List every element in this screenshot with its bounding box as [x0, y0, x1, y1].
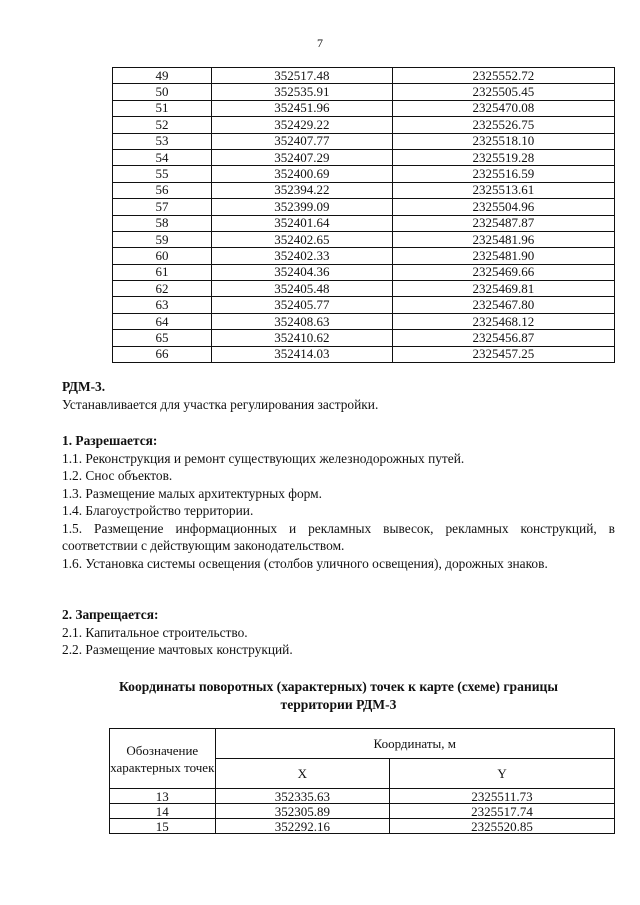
x-coordinate-cell: 352305.89 — [215, 804, 389, 819]
coordinates-table-rdm3 — [109, 728, 615, 834]
y-coordinate-cell: 2325470.08 — [392, 100, 614, 116]
point-number-cell: 15 — [110, 819, 216, 834]
x-coordinate-cell: 352405.48 — [212, 281, 393, 297]
x-coordinate-cell: 352451.96 — [212, 100, 393, 116]
header-point-designation: Обозначение характерных точек — [110, 729, 216, 789]
table-row — [113, 199, 615, 215]
point-number-cell: 63 — [113, 297, 212, 313]
table-row — [113, 149, 615, 165]
point-number-cell: 14 — [110, 804, 216, 819]
point-number-cell: 51 — [113, 100, 212, 116]
table-row — [110, 789, 615, 804]
y-coordinate-cell: 2325517.74 — [390, 804, 615, 819]
point-number-cell: 13 — [110, 789, 216, 804]
x-coordinate-cell: 352535.91 — [212, 84, 393, 100]
allowed-section — [62, 432, 615, 572]
forbidden-title: 2. Запрещается: — [62, 607, 159, 622]
table-row — [110, 804, 615, 819]
allowed-item: 1.3. Размещение малых архитектурных форм. — [62, 485, 322, 501]
forbidden-item: 2.2. Размещение мачтовых конструкций. — [62, 642, 293, 657]
allowed-item: 1.4. Благоустройство территории. — [62, 503, 254, 518]
point-number-cell: 66 — [113, 346, 212, 362]
x-coordinate-cell: 352408.63 — [212, 313, 393, 329]
point-number-cell: 64 — [113, 313, 212, 329]
coordinates-heading-line2: территории РДМ-3 — [280, 697, 397, 712]
table-row — [113, 281, 615, 297]
table-row — [113, 215, 615, 231]
point-number-cell: 54 — [113, 149, 212, 165]
x-coordinate-cell: 352407.29 — [212, 149, 393, 165]
allowed-item: 1.5. Размещение информационных и рекламных вывесок, рекламных конструкций, в соответствии с действующим законодательством. — [62, 520, 615, 553]
coordinates-heading-line1: Координаты поворотных (характерных) точек к карте (схеме) границы — [119, 679, 558, 694]
table-row — [113, 100, 615, 116]
table-row — [113, 182, 615, 198]
x-coordinate-cell: 352405.77 — [212, 297, 393, 313]
allowed-item: 1.6. Установка системы освещения (столбов уличного освещения), дорожных знаков. — [62, 555, 548, 571]
table-row — [113, 248, 615, 264]
y-coordinate-cell: 2325518.10 — [392, 133, 614, 149]
table-row — [113, 297, 615, 313]
zone-title: РДМ-3. — [62, 379, 106, 394]
point-number-cell: 55 — [113, 166, 212, 182]
y-coordinate-cell: 2325504.96 — [392, 199, 614, 215]
point-number-cell: 56 — [113, 182, 212, 198]
page-number: 7 — [317, 36, 323, 50]
y-coordinate-cell: 2325481.90 — [392, 248, 614, 264]
zone-description: Устанавливается для участка регулирования застройки. — [62, 396, 379, 412]
x-coordinate-cell: 352407.77 — [212, 133, 393, 149]
y-coordinate-cell: 2325469.66 — [392, 264, 614, 280]
y-coordinate-cell: 2325513.61 — [392, 182, 614, 198]
x-coordinate-cell: 352401.64 — [212, 215, 393, 231]
coordinates-heading — [62, 678, 615, 714]
table-row — [113, 346, 615, 362]
point-number-cell: 59 — [113, 231, 212, 247]
table-row — [113, 117, 615, 133]
point-number-cell: 49 — [113, 68, 212, 84]
point-number-cell: 52 — [113, 117, 212, 133]
table-row — [113, 84, 615, 100]
x-coordinate-cell: 352399.09 — [212, 199, 393, 215]
allowed-item: 1.1. Реконструкция и ремонт существующих железнодорожных путей. — [62, 450, 465, 466]
y-coordinate-cell: 2325552.72 — [392, 68, 614, 84]
point-number-cell: 61 — [113, 264, 212, 280]
y-coordinate-cell: 2325457.25 — [392, 346, 614, 362]
point-number-cell: 62 — [113, 281, 212, 297]
table-row — [113, 166, 615, 182]
y-coordinate-cell: 2325520.85 — [390, 819, 615, 834]
x-coordinate-cell: 352429.22 — [212, 117, 393, 133]
y-coordinate-cell: 2325481.96 — [392, 231, 614, 247]
y-coordinate-cell: 2325487.87 — [392, 215, 614, 231]
x-coordinate-cell: 352292.16 — [215, 819, 389, 834]
table-row — [113, 68, 615, 84]
y-coordinate-cell: 2325516.59 — [392, 166, 614, 182]
point-number-cell: 57 — [113, 199, 212, 215]
y-coordinate-cell: 2325467.80 — [392, 297, 614, 313]
table-row — [110, 819, 615, 834]
x-coordinate-cell: 352414.03 — [212, 346, 393, 362]
zone-section — [62, 378, 615, 413]
forbidden-item: 2.1. Капитальное строительство. — [62, 624, 248, 640]
point-number-cell: 58 — [113, 215, 212, 231]
x-coordinate-cell: 352402.33 — [212, 248, 393, 264]
table-row — [113, 330, 615, 346]
x-coordinate-cell: 352400.69 — [212, 166, 393, 182]
allowed-item: 1.2. Снос объектов. — [62, 468, 173, 483]
point-number-cell: 65 — [113, 330, 212, 346]
y-coordinate-cell: 2325519.28 — [392, 149, 614, 165]
y-coordinate-cell: 2325505.45 — [392, 84, 614, 100]
table-row — [113, 313, 615, 329]
x-coordinate-cell: 352410.62 — [212, 330, 393, 346]
header-y: Y — [390, 759, 615, 789]
x-coordinate-cell: 352402.65 — [212, 231, 393, 247]
table-row — [113, 133, 615, 149]
y-coordinate-cell: 2325468.12 — [392, 313, 614, 329]
table-row — [113, 264, 615, 280]
header-coordinates: Координаты, м — [215, 729, 614, 759]
x-coordinate-cell: 352335.63 — [215, 789, 389, 804]
y-coordinate-cell: 2325456.87 — [392, 330, 614, 346]
allowed-title: 1. Разрешается: — [62, 433, 158, 448]
x-coordinate-cell: 352517.48 — [212, 68, 393, 84]
y-coordinate-cell: 2325469.81 — [392, 281, 614, 297]
coordinates-table-continued — [112, 67, 615, 363]
header-x: X — [215, 759, 389, 789]
forbidden-section — [62, 606, 615, 659]
table-row — [113, 231, 615, 247]
point-number-cell: 53 — [113, 133, 212, 149]
point-number-cell: 60 — [113, 248, 212, 264]
point-number-cell: 50 — [113, 84, 212, 100]
y-coordinate-cell: 2325511.73 — [390, 789, 615, 804]
y-coordinate-cell: 2325526.75 — [392, 117, 614, 133]
x-coordinate-cell: 352394.22 — [212, 182, 393, 198]
x-coordinate-cell: 352404.36 — [212, 264, 393, 280]
